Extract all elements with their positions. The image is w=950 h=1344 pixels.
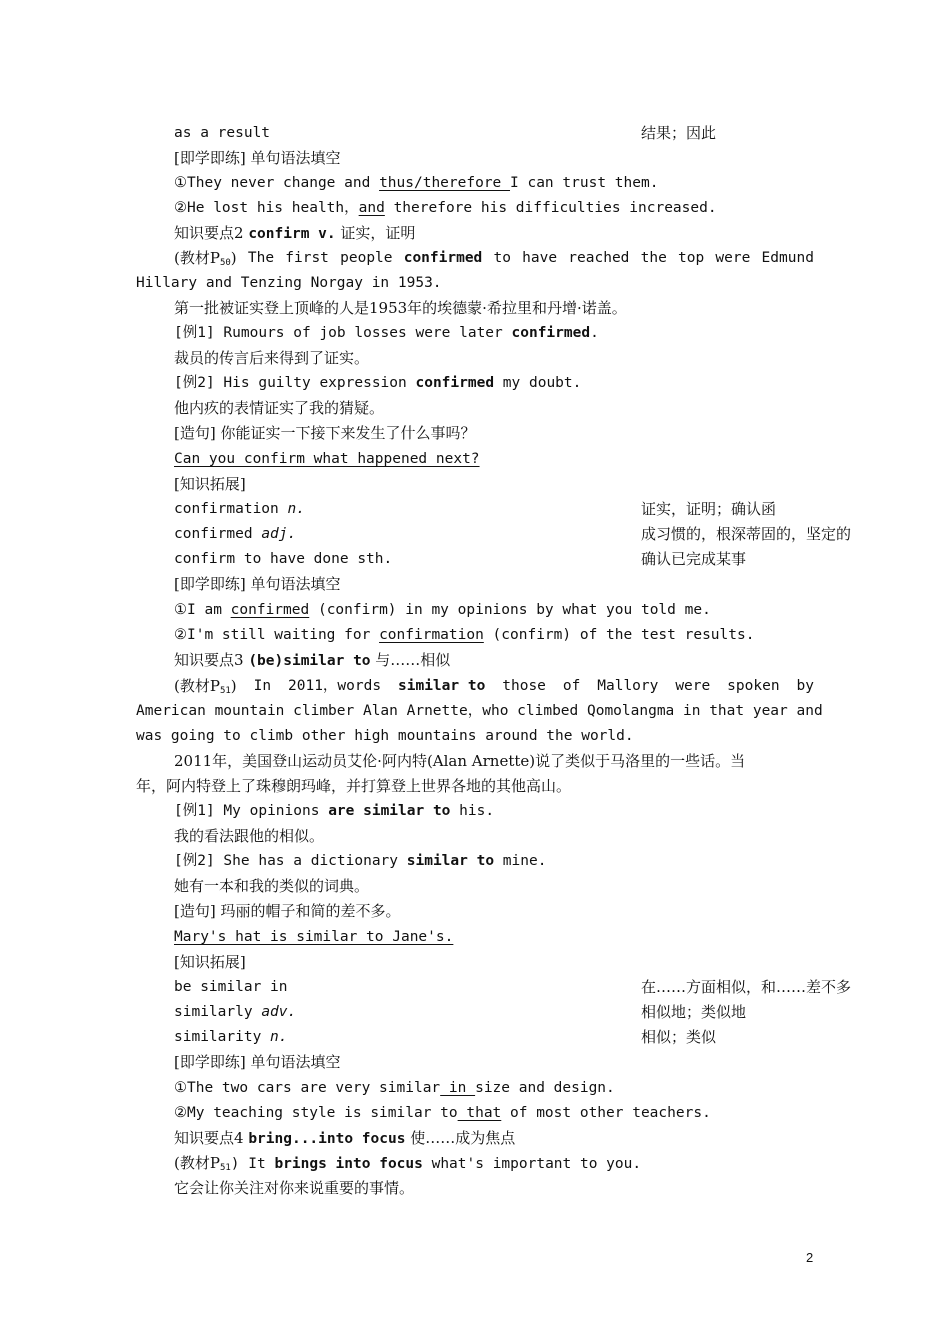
extension-row: confirmed adj. 成习惯的，根深蒂固的，坚定的 [174, 525, 852, 543]
translation: 她有一本和我的类似的词典。 [174, 877, 370, 895]
translation: 他内疚的表情证实了我的猜疑。 [174, 399, 385, 417]
extension-heading: [知识拓展] [174, 953, 246, 971]
textbook-quote-cont: was going to climb other high mountains around the world. [136, 728, 634, 744]
phrase-en: as a result [174, 125, 271, 141]
extension-heading: [知识拓展] [174, 475, 246, 493]
exercise-item: ②I'm still waiting for confirmation (confirm) of the test results. [174, 627, 755, 643]
translation: 它会让你关注对你来说重要的事情。 [174, 1179, 415, 1197]
extension-row: confirm to have done sth. 确认已完成某事 [174, 550, 747, 568]
textbook-quote-cont: Hillary and Tenzing Norgay in 1953. [136, 275, 442, 291]
sentence-making-prompt: [造句] 玛丽的帽子和简的差不多。 [174, 902, 401, 920]
translation: 我的看法跟他的相似。 [174, 827, 325, 845]
answer-blank: and [358, 200, 385, 216]
exercise-item: ②My teaching style is similar to that of most other teachers. [174, 1105, 711, 1121]
sentence-making-answer: Can you confirm what happened next? [174, 451, 480, 467]
translation: 裁员的传言后来得到了证实。 [174, 349, 370, 367]
extension-row: similarity n. 相似；类似 [174, 1028, 717, 1046]
textbook-quote: (教材$P_{51}$) In 2011，words similar to those of Mallory were spoken by [174, 677, 814, 696]
knowledge-point-heading: 知识要点4 bring...into focus 使……成为焦点 [174, 1129, 516, 1147]
answer-blank: confirmed [230, 602, 310, 618]
translation-cont: 年，阿内特登上了珠穆朗玛峰，并打算登上世界各地的其他高山。 [136, 777, 572, 795]
textbook-quote-cont: American mountain climber Alan Arnette，who climbed Qomolangma in that year and [136, 703, 823, 719]
knowledge-point-heading: 知识要点3 (be)similar to 与……相似 [174, 651, 451, 669]
sentence-making-prompt: [造句] 你能证实一下接下来发生了什么事吗？ [174, 424, 476, 442]
exercise-heading: [即学即练] 单句语法填空 [174, 1053, 341, 1071]
exercise-item: ②He lost his health，and therefore his difficulties increased. [174, 200, 717, 216]
extension-row: be similar in 在……方面相似，和……差不多 [174, 978, 852, 996]
exercise-item: ①The two cars are very similar in size and design. [174, 1080, 615, 1096]
textbook-quote: (教材$P_{51}$) It brings into focus what's important to you. [174, 1154, 642, 1173]
example-1: [例1] Rumours of job losses were later confirmed. [174, 325, 599, 341]
answer-blank: thus/therefore [379, 175, 511, 191]
phrase-cn: 结果；因此 [641, 124, 717, 142]
translation: 第一批被证实登上顶峰的人是1953年的埃德蒙·希拉里和丹增·诺盖。 [174, 299, 627, 317]
textbook-quote: (教材$P_{50}$) The first people confirmed to have reached the top were Edmund [174, 249, 814, 268]
exercise-item: ①I am confirmed (confirm) in my opinions by what you told me. [174, 602, 711, 618]
example-1: [例1] My opinions are similar to his. [174, 803, 495, 819]
sentence-making-answer: Mary's hat is similar to Jane's. [174, 929, 454, 945]
translation: 2011年，美国登山运动员艾伦·阿内特(Alan Arnette)说了类似于马洛里的一些话。当 [174, 752, 746, 770]
page-number: 2 [806, 1250, 814, 1265]
extension-row: confirmation n. 证实，证明；确认函 [174, 500, 777, 518]
extension-row: similarly adv. 相似地；类似地 [174, 1003, 747, 1021]
knowledge-point-heading: 知识要点2 confirm v. 证实，证明 [174, 224, 416, 242]
example-2: [例2] She has a dictionary similar to mine. [174, 853, 547, 869]
example-2: [例2] His guilty expression confirmed my doubt. [174, 375, 582, 391]
answer-blank: that [457, 1105, 502, 1121]
answer-blank: in [440, 1080, 476, 1096]
phrase-row [174, 123, 717, 143]
exercise-item: ①They never change and thus/therefore I can trust them. [174, 175, 659, 191]
answer-blank: confirmation [379, 627, 484, 643]
exercise-heading: [即学即练] 单句语法填空 [174, 575, 341, 593]
exercise-heading: [即学即练] 单句语法填空 [174, 149, 341, 167]
